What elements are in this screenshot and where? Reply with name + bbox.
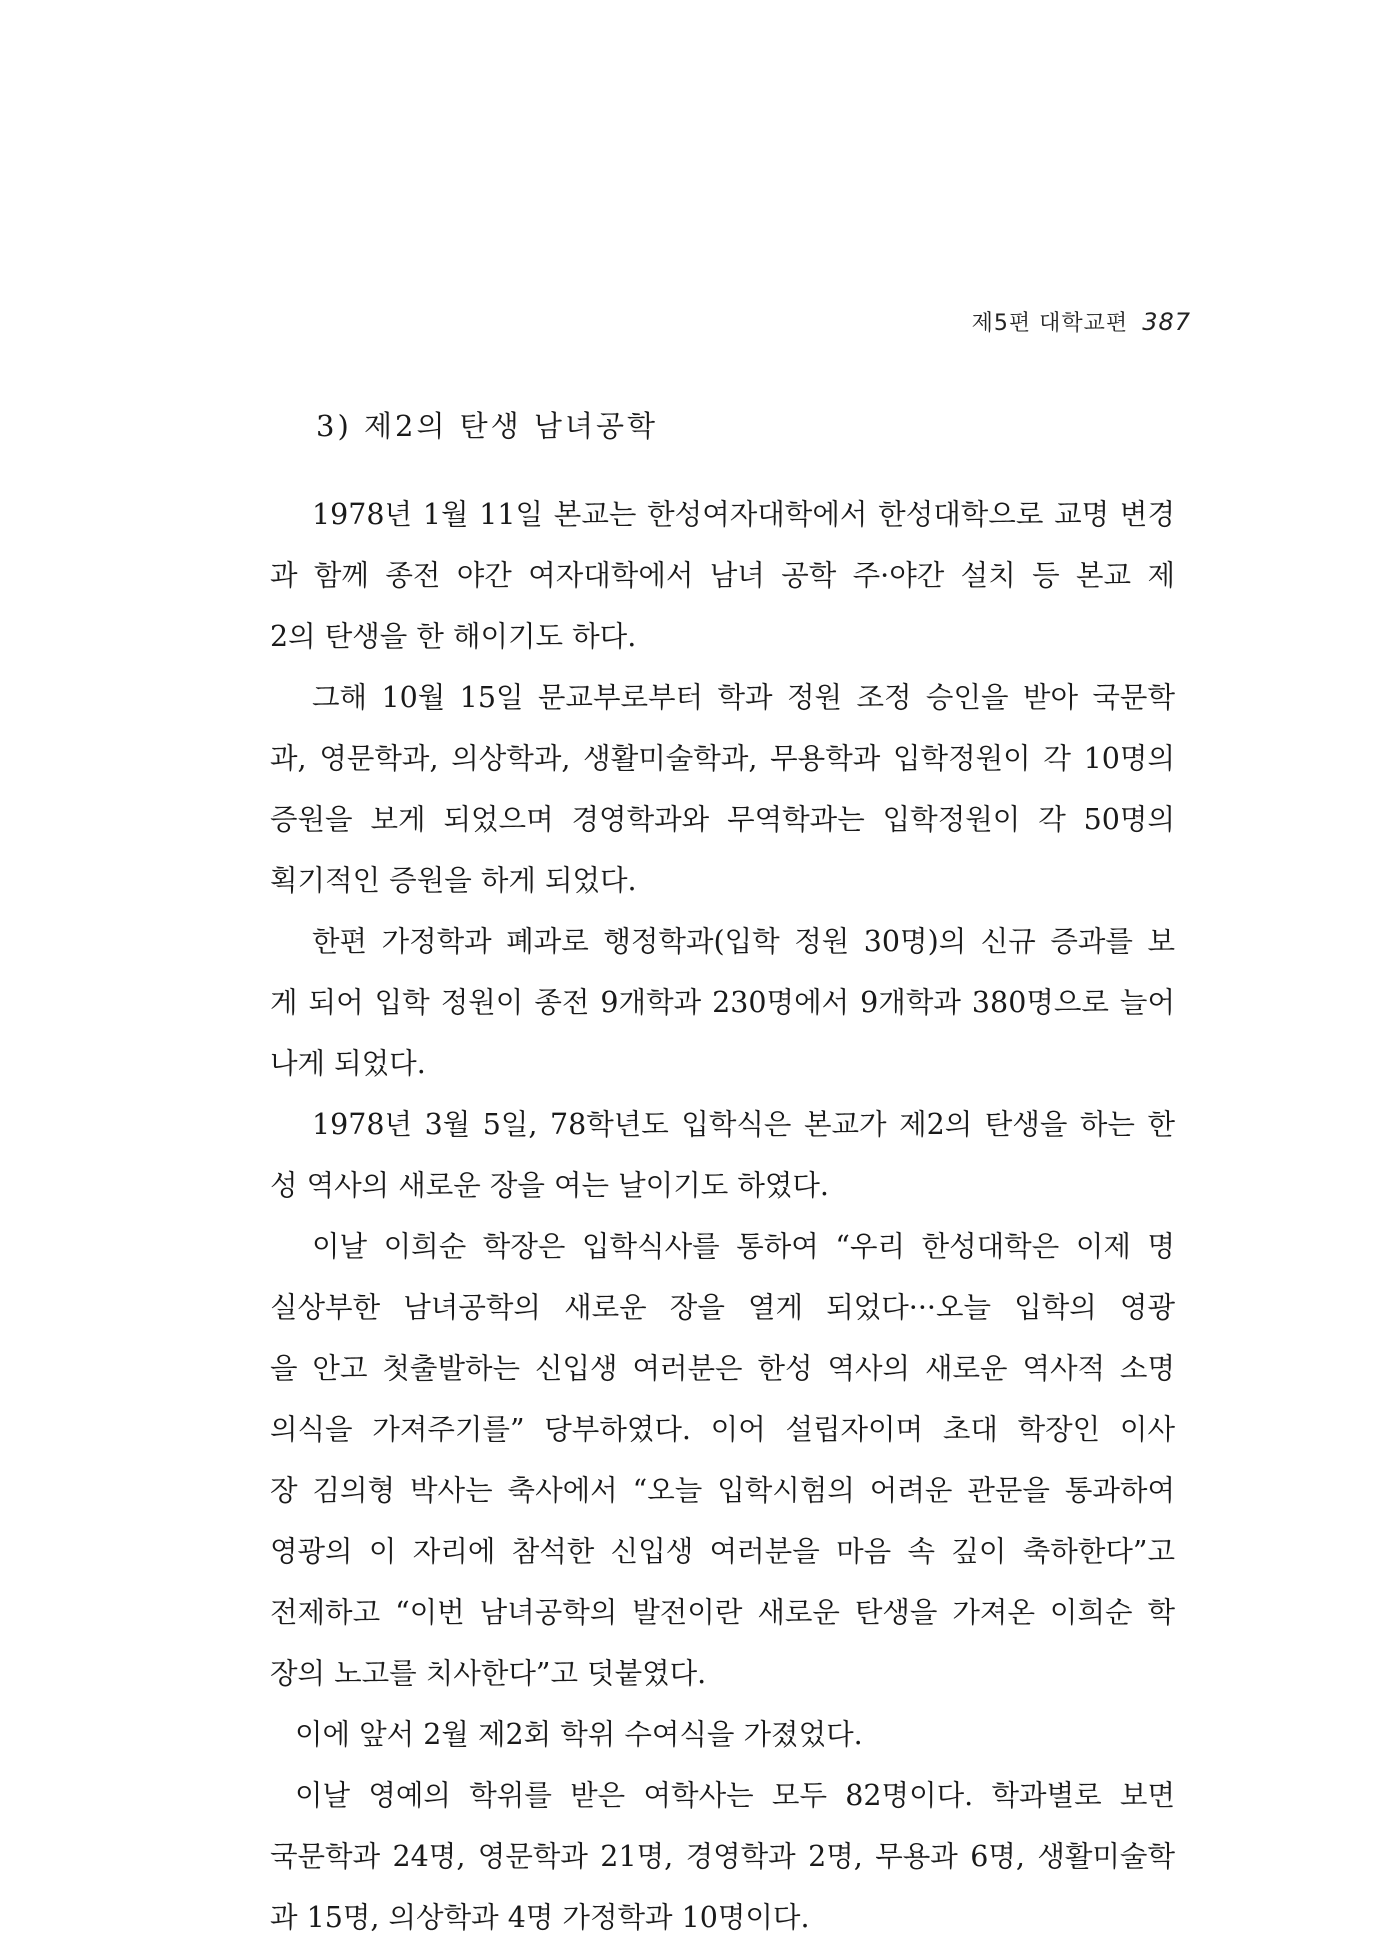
text-line: 국문학과 24명, 영문학과 21명, 경영학과 2명, 무용과 6명, 생활미술학 <box>270 1840 1175 1873</box>
text-line: 과, 영문학과, 의상학과, 생활미술학과, 무용학과 입학정원이 각 10명의 <box>270 742 1175 775</box>
text-line: 나게 되었다. <box>270 1047 426 1080</box>
text-line: 의식을 가져주기를” 당부하였다. 이어 설립자이며 초대 학장인 이사 <box>270 1413 1175 1446</box>
text-line: 영광의 이 자리에 참석한 신입생 여러분을 마음 속 깊이 축하한다”고 <box>270 1535 1175 1568</box>
text-line: 과 함께 종전 야간 여자대학에서 남녀 공학 주·야간 설치 등 본교 제 <box>270 559 1175 592</box>
text-line: 성 역사의 새로운 장을 여는 날이기도 하였다. <box>270 1169 829 1202</box>
text-line: 한편 가정학과 폐과로 행정학과(입학 정원 30명)의 신규 증과를 보 <box>312 925 1175 958</box>
text-line: 증원을 보게 되었으며 경영학과와 무역학과는 입학정원이 각 50명의 <box>270 803 1175 836</box>
text-line: 장의 노고를 치사한다”고 덧붙였다. <box>270 1657 707 1690</box>
section-heading: 3) 제2의 탄생 남녀공학 <box>316 409 658 443</box>
text-line: 획기적인 증원을 하게 되었다. <box>270 864 637 897</box>
text-line: 이날 이희순 학장은 입학식사를 통하여 “우리 한성대학은 이제 명 <box>312 1230 1175 1263</box>
text-line: 1978년 1월 11일 본교는 한성여자대학에서 한성대학으로 교명 변경 <box>312 498 1175 531</box>
text-line: 이날 영예의 학위를 받은 여학사는 모두 82명이다. 학과별로 보면 <box>295 1779 1175 1812</box>
body-text <box>270 492 1175 1956</box>
text-line: 전제하고 “이번 남녀공학의 발전이란 새로운 탄생을 가져온 이희순 학 <box>270 1596 1175 1629</box>
text-line: 1978년 3월 5일, 78학년도 입학식은 본교가 제2의 탄생을 하는 한 <box>312 1108 1175 1141</box>
text-line: 그해 10월 15일 문교부로부터 학과 정원 조정 승인을 받아 국문학 <box>312 681 1175 714</box>
running-header <box>972 306 1191 337</box>
section-label: 제5편 대학교편 <box>971 311 1129 336</box>
text-line: 과 15명, 의상학과 4명 가정학과 10명이다. <box>270 1901 810 1934</box>
text-line: 장 김의형 박사는 축사에서 “오늘 입학시험의 어려운 관문을 통과하여 <box>270 1474 1175 1507</box>
text-line: 실상부한 남녀공학의 새로운 장을 열게 되었다···오늘 입학의 영광 <box>270 1291 1175 1324</box>
page-number: 387 <box>1142 308 1191 336</box>
text-line: 2의 탄생을 한 해이기도 하다. <box>270 620 637 653</box>
text-line: 이에 앞서 2월 제2회 학위 수여식을 가졌었다. <box>295 1718 863 1751</box>
text-line: 게 되어 입학 정원이 종전 9개학과 230명에서 9개학과 380명으로 늘어 <box>270 986 1175 1019</box>
text-line: 을 안고 첫출발하는 신입생 여러분은 한성 역사의 새로운 역사적 소명 <box>270 1352 1175 1385</box>
